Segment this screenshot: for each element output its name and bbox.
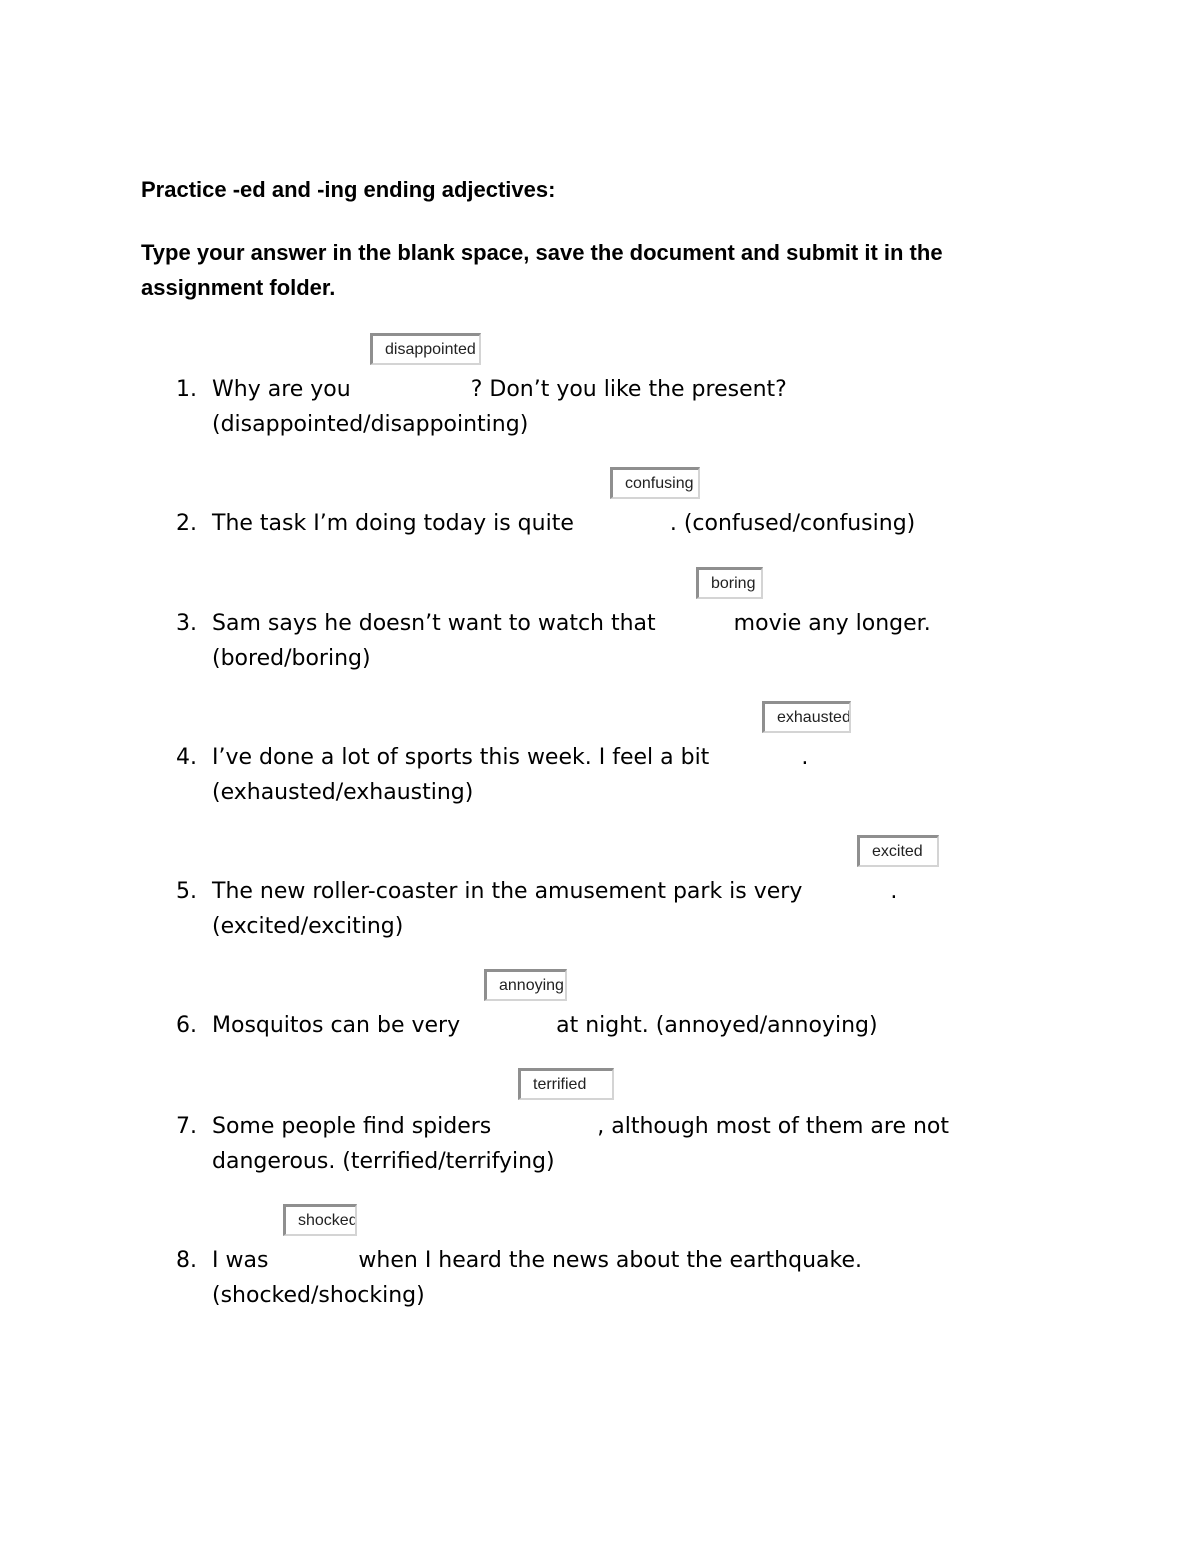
question-text xyxy=(212,606,931,641)
answer-field-6[interactable] xyxy=(484,969,567,1001)
question-text xyxy=(212,506,915,541)
question-text-before: Mosquitos can be very xyxy=(212,1013,461,1038)
question-options: (disappointed/disappointing) xyxy=(212,412,529,437)
question-number: 4. xyxy=(176,745,197,770)
question-text-before: The new roller-coaster in the amusement park is very xyxy=(212,879,803,904)
answer-field-3[interactable] xyxy=(696,567,763,599)
question-text-before: Some people find spiders xyxy=(212,1114,492,1139)
question-text-before: I was xyxy=(212,1248,269,1273)
worksheet-instructions: Type your answer in the blank space, save the document and submit it in the assignment folder. xyxy=(141,240,943,300)
question-text xyxy=(212,874,897,909)
question-text-after: . (confused/confusing) xyxy=(669,511,916,536)
question-options: dangerous. (terrified/terrifying) xyxy=(212,1149,555,1174)
question-text-after: ? Don’t you like the present? xyxy=(470,377,787,402)
question-text-before: I’ve done a lot of sports this week. I feel a bit xyxy=(212,745,710,770)
question-number: 5. xyxy=(176,879,197,904)
question-text xyxy=(212,372,787,407)
answer-field-8[interactable] xyxy=(283,1204,357,1236)
question-text-after: at night. (annoyed/annoying) xyxy=(556,1013,878,1038)
question-text xyxy=(212,740,808,775)
question-text xyxy=(212,1243,862,1278)
question-text-after: movie any longer. xyxy=(733,611,931,636)
question-number: 2. xyxy=(176,511,197,536)
question-text xyxy=(212,1109,949,1144)
answer-field-4[interactable] xyxy=(762,701,851,733)
answer-field-1[interactable] xyxy=(370,333,481,365)
question-number: 1. xyxy=(176,377,197,402)
question-number: 6. xyxy=(176,1013,197,1038)
question-text-after: when I heard the news about the earthquake. xyxy=(358,1248,862,1273)
answer-field-7[interactable] xyxy=(518,1068,614,1100)
worksheet-title: Practice -ed and -ing ending adjectives: xyxy=(141,177,556,202)
question-number: 7. xyxy=(176,1114,197,1139)
answer-field-5[interactable] xyxy=(857,835,939,867)
question-options: (excited/exciting) xyxy=(212,914,404,939)
question-text-after: . xyxy=(801,745,809,770)
question-text-after: . xyxy=(890,879,898,904)
question-number: 3. xyxy=(176,611,197,636)
question-options: (shocked/shocking) xyxy=(212,1283,425,1308)
question-text xyxy=(212,1008,878,1043)
question-text-after: , although most of them are not xyxy=(597,1114,950,1139)
question-text-before: The task I’m doing today is quite xyxy=(212,511,574,536)
question-options: (bored/boring) xyxy=(212,646,371,671)
question-text-before: Sam says he doesn’t want to watch that xyxy=(212,611,656,636)
question-options: (exhausted/exhausting) xyxy=(212,780,474,805)
question-number: 8. xyxy=(176,1248,197,1273)
answer-field-2[interactable] xyxy=(610,467,700,499)
question-text-before: Why are you xyxy=(212,377,351,402)
